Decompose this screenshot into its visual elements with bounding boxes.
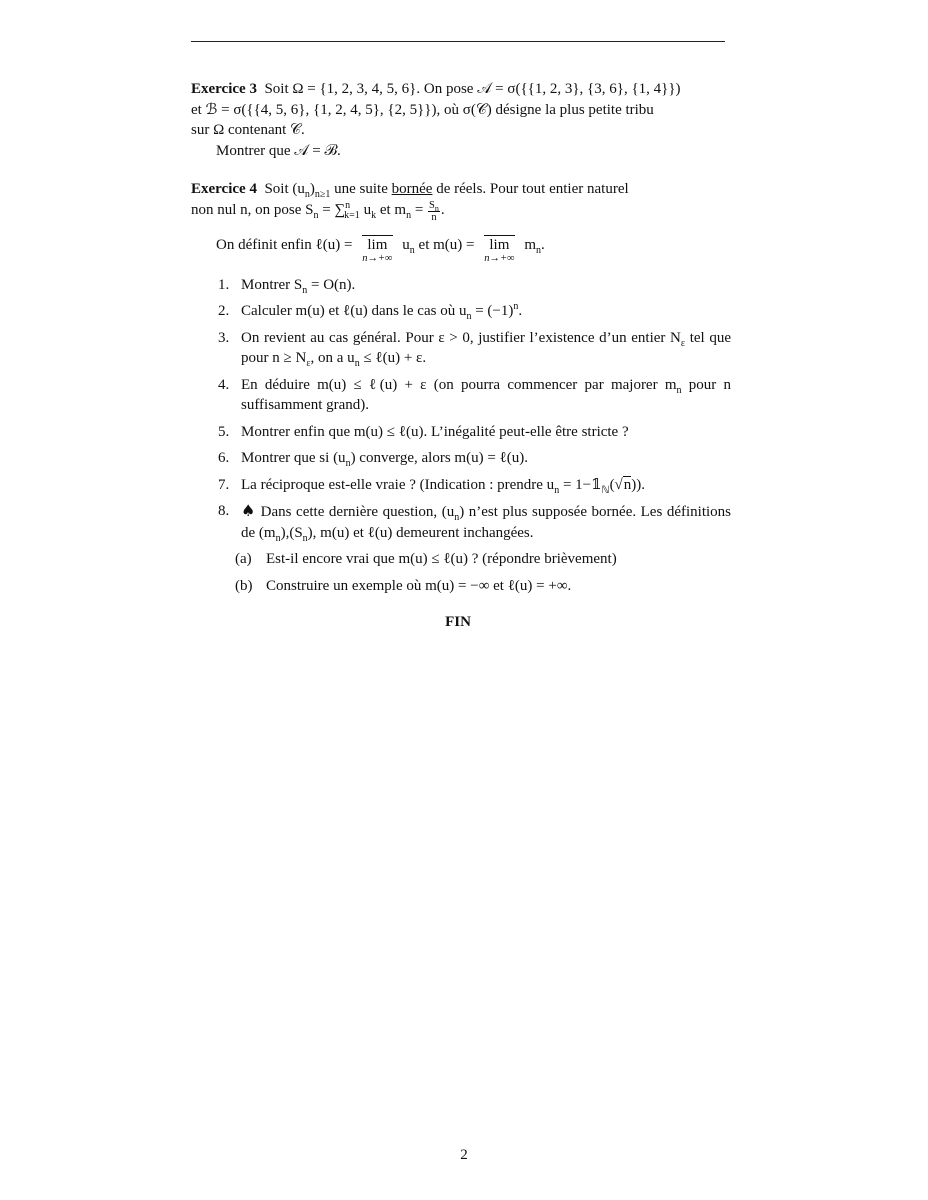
lim-label: lim [484,235,514,253]
question-text: ),(S [280,524,303,541]
intro-sub: n [313,209,319,221]
underlined-word: bornée [391,181,433,197]
exercise-4 [191,179,731,596]
intro-text: ) [309,181,315,197]
definition-sub: n [535,244,541,256]
question-text: ) converge, alors m(u) = ℓ(u). [350,450,528,466]
question-number: 1. [218,276,230,293]
page-body [191,79,731,633]
sqrt-radicand: n [623,476,632,493]
question-text: = O(n). [307,276,356,293]
question-sub: n [345,458,351,469]
subquestion-text: Construire un exemple où m(u) = −∞ et ℓ(u) = +∞. [266,577,572,594]
exercise-3-statement [191,79,731,141]
definition-sub: n [409,244,415,256]
question-text: En déduire m(u) ≤ ℓ(u) + ε (on pourra commencer par majorer m [241,376,677,393]
question-sub: n [454,512,460,523]
question-item [191,275,731,296]
subquestion-text: Est-il encore vrai que m(u) ≤ ℓ(u) ? (répondre brièvement) [266,551,617,567]
page-number: 2 [460,1147,468,1163]
question-number: 8. [218,503,230,519]
question-sub: n [302,284,308,296]
question-number: 6. [218,450,230,466]
question-sub: n [554,484,560,496]
question-list [191,275,731,597]
question-text: (√ [609,476,623,493]
intro-text: = [411,201,428,218]
question-item [191,422,731,443]
question-item [191,375,731,416]
definition-text: On définit enfin ℓ(u) = [216,236,353,253]
question-sub: n [676,384,682,396]
fraction-sn-over-n [428,200,440,223]
question-text: Calculer m(u) et ℓ(u) dans le cas où u [241,303,467,319]
definition-text: m [524,236,536,253]
intro-text: et m [376,201,407,218]
question-text: On revient au cas général. Pour ε > 0, justifier l’existence d’un entier N [241,329,681,346]
question-text: ), m(u) et ℓ(u) demeurent inchangées. [307,524,534,541]
intro-sub: n≥1 [314,189,331,200]
subquestion-label: (a) [235,551,252,567]
question-number: 2. [218,303,230,319]
lim-subscript: n→+∞ [484,252,515,264]
exercise-4-intro [191,179,731,223]
question-sup: n [513,301,519,312]
intro-text: Soit (u [264,181,305,197]
limsup-operator [362,235,392,265]
question-text: )). [631,476,646,493]
question-item [191,501,731,543]
question-text: = 1−𝟙 [559,476,602,493]
question-text: , on a u [310,350,355,366]
question-number: 4. [218,376,230,393]
sum-sup: n [345,199,351,211]
question-item [191,448,731,469]
definition-text: et m(u) = [414,236,475,253]
definition-text: . [540,236,545,253]
subquestion-item [191,576,731,597]
lim-subscript: n→+∞ [362,252,393,264]
question-sub: ℕ [601,484,610,496]
spade-icon: ♠ [241,501,257,520]
header-rule [191,41,725,42]
intro-sub: n [406,209,412,221]
exercise-3 [191,79,731,161]
question-number: 3. [218,329,230,346]
question-number: 5. [218,423,230,440]
question-text: . [518,303,523,319]
exercise-3-line-3: sur Ω contenant 𝒞. [191,122,305,138]
question-number: 7. [218,476,230,493]
intro-sub: k [371,209,377,221]
question-sub: ε [306,358,311,369]
question-text: La réciproque est-elle vraie ? (Indication : prendre u [241,476,555,493]
intro-text: de réels. Pour tout entier naturel [432,181,629,197]
intro-text: une suite [330,181,392,197]
question-item [191,328,731,369]
question-text: = (−1) [471,303,514,319]
lim-label: lim [362,235,392,253]
question-sub: n [275,532,281,544]
question-sub: n [302,532,308,544]
exercise-3-task: Montrer que 𝒜 = ℬ. [216,142,341,159]
intro-text: . [440,201,445,218]
question-sub: n [354,358,360,369]
question-text: Montrer enfin que m(u) ≤ ℓ(u). L’inégalité peut-elle être stricte ? [241,423,629,440]
question-sub: ε [680,337,686,349]
question-sub: n [466,311,472,322]
question-text: Montrer que si (u [241,450,346,466]
definition-text: u [402,236,410,253]
question-text: Montrer S [241,276,303,293]
question-text: Dans cette dernière question, (u [256,504,455,520]
intro-text: non nul n, on pose S [191,201,314,218]
question-text: ) n’est plus supposée bornée. Les définitions de (m [241,504,732,541]
subquestion-label: (b) [235,577,253,594]
question-text: tel que pour n ≥ N [241,329,731,366]
exercise-4-title: Exercice 4 [191,181,257,197]
fraction-numerator-sub: n [434,203,439,213]
definition-line [191,235,731,269]
subquestion-item [191,549,731,570]
exercise-3-line-2: et ℬ = σ({{4, 5, 6}, {1, 2, 4, 5}, {2, 5}}), où σ(𝒞) désigne la plus petite tribu [191,101,654,118]
end-marker: FIN [445,614,471,630]
fraction-denominator: n [431,211,437,223]
sum-symbol: = ∑ [318,201,346,218]
limsup-operator [484,235,514,265]
fraction-numerator: S [429,199,435,211]
question-item [191,475,731,496]
sum-sub: k=1 [344,209,360,221]
question-text: ≤ ℓ(u) + ε. [359,350,427,366]
exercise-3-title: Exercice 3 [191,81,257,97]
intro-sub: n [304,189,310,200]
question-text: pour n suffisamment grand). [241,376,732,413]
question-item [191,301,731,322]
exercise-3-line-1: Soit Ω = {1, 2, 3, 4, 5, 6}. On pose 𝒜 = σ({{1, 2, 3}, {3, 6}, {1, 4}}) [264,81,681,97]
intro-text: u [359,201,372,218]
